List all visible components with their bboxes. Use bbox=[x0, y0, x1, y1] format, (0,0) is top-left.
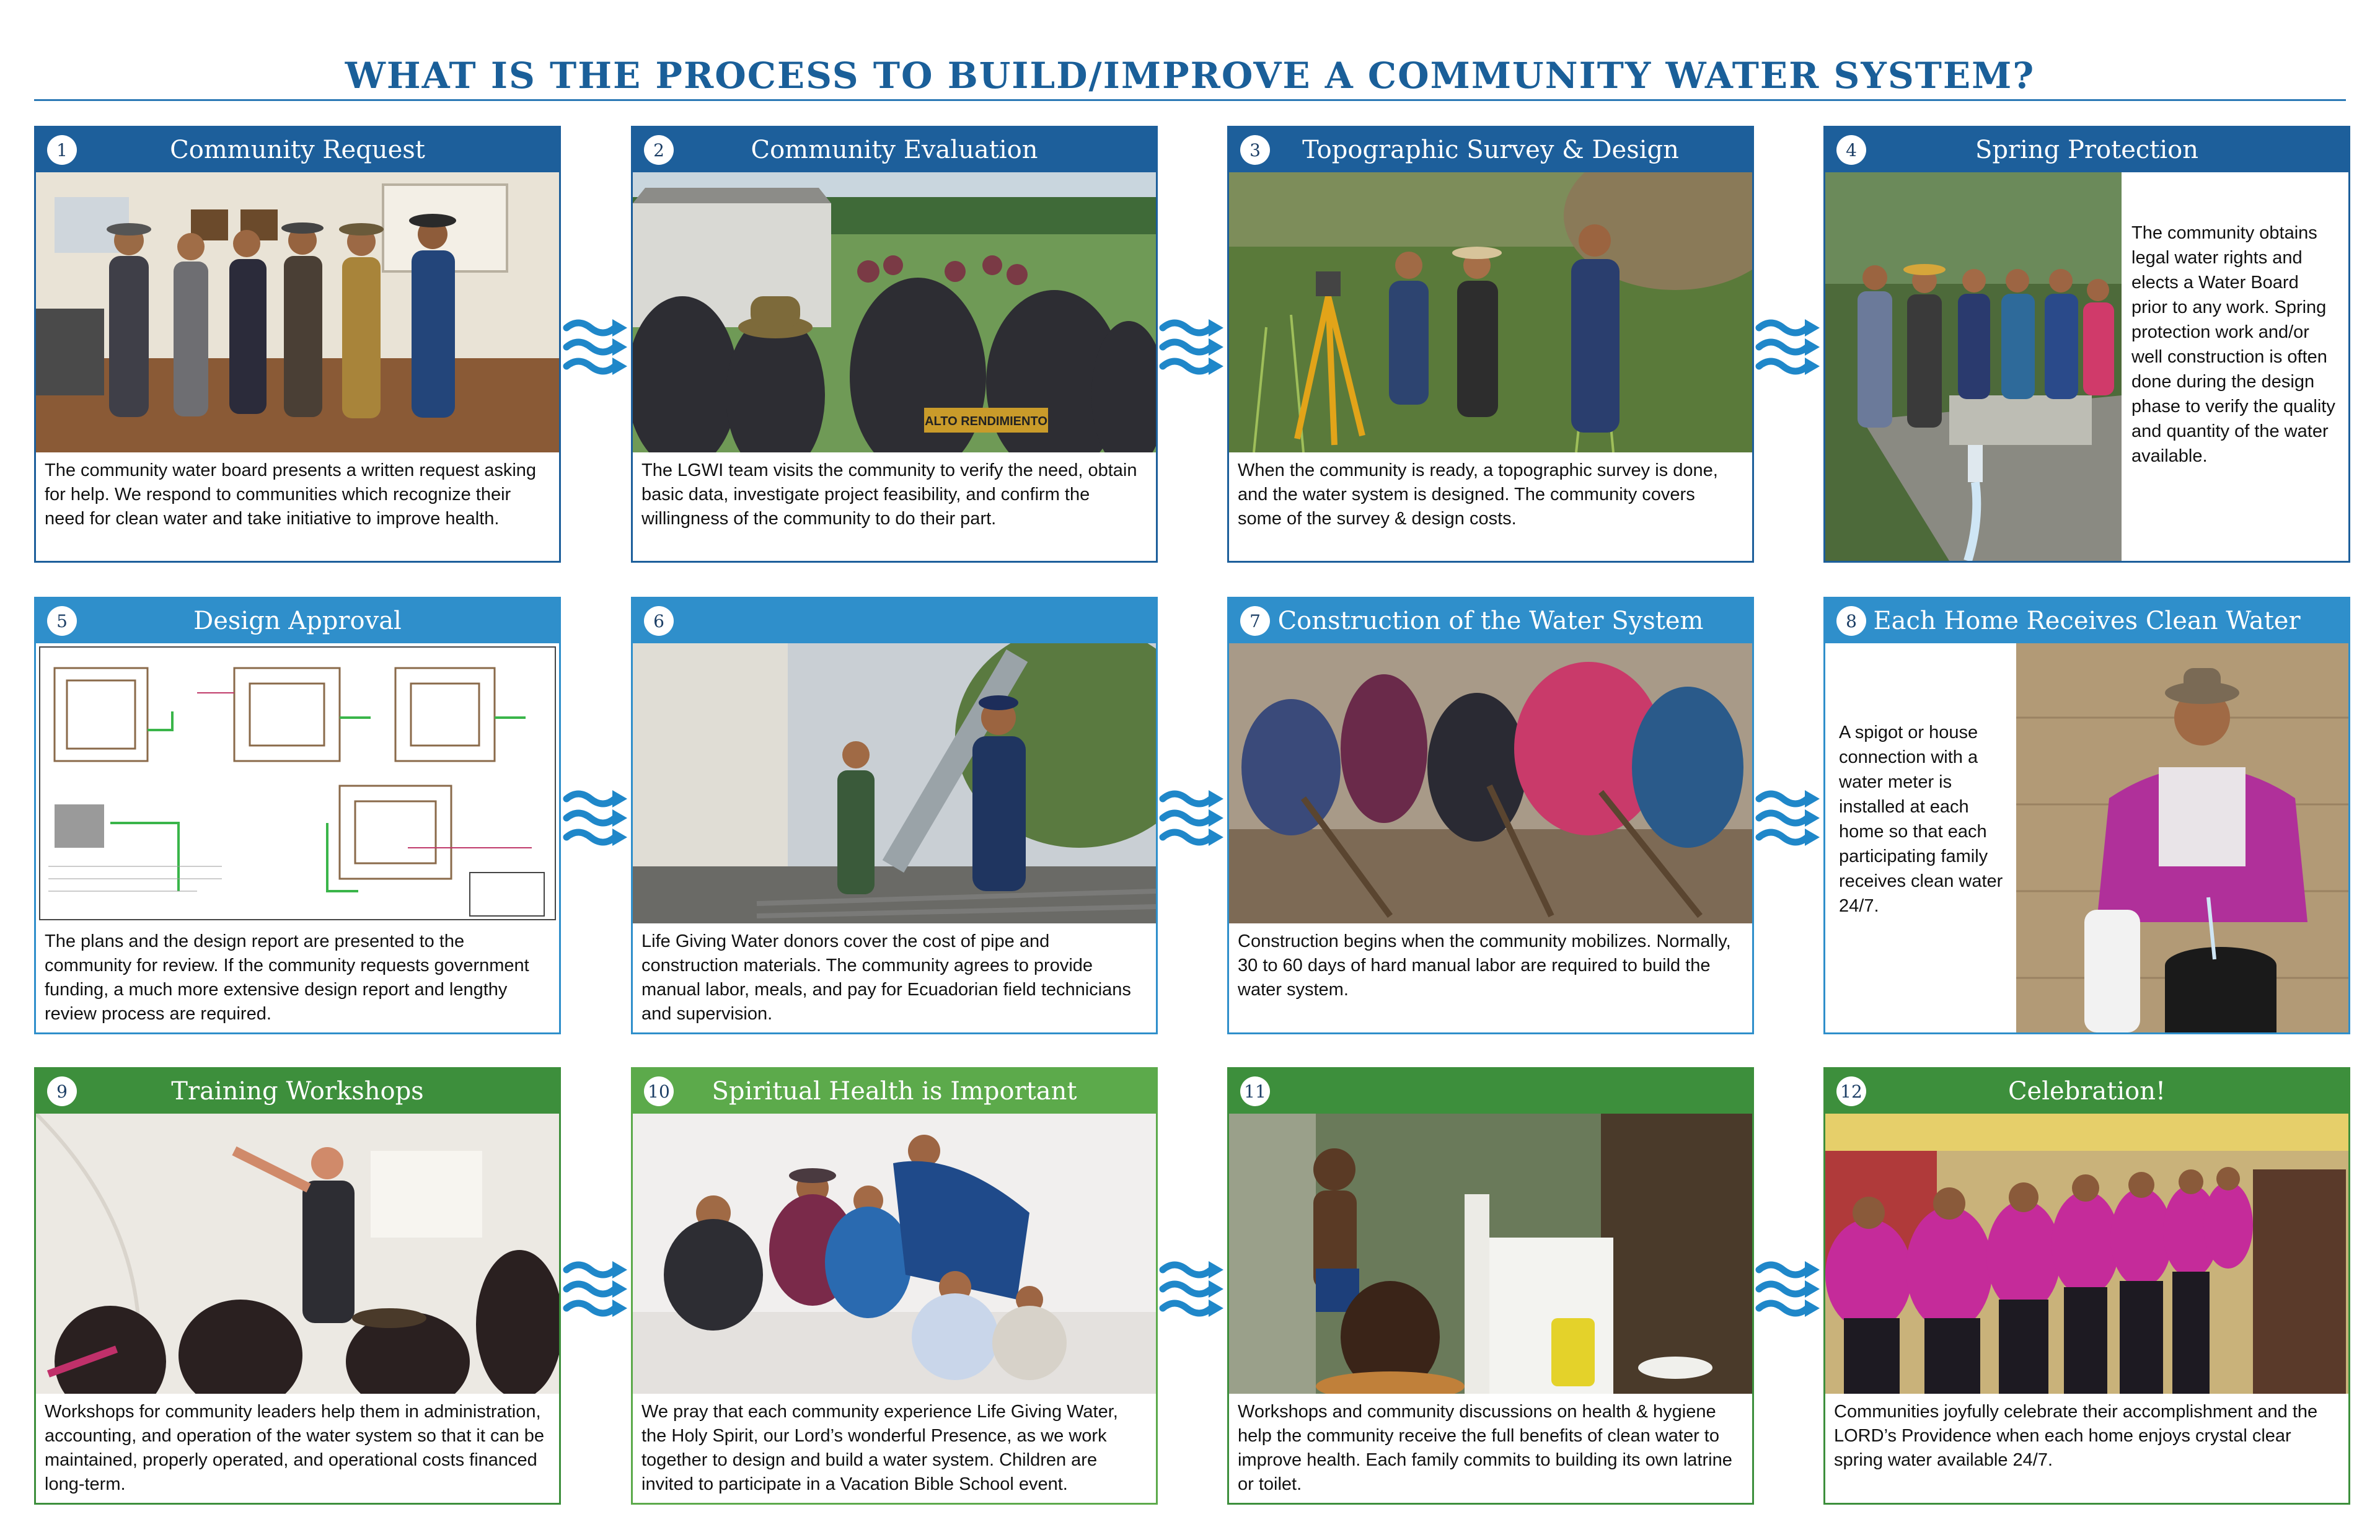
arrow-icon bbox=[1755, 313, 1823, 381]
step-header bbox=[36, 128, 559, 172]
jacket-print: ALTO RENDIMIENTO bbox=[925, 415, 1047, 428]
step-description: Construction begins when the community mobilizes. Normally, 30 to 60 days of hard manual labor are required to build the water system. bbox=[1238, 931, 1731, 1000]
step-header bbox=[633, 128, 1156, 172]
step-description: The community obtains legal water rights and elects a Water Board prior to any work. Spring protection work and/or well construction is often done during the design phase to verify the quality and quantity of the water available. bbox=[2131, 223, 2335, 466]
step-header bbox=[633, 1069, 1156, 1114]
step-number: 8 bbox=[1836, 606, 1866, 636]
step-description: A spigot or house connection with a water meter is installed at each home so that each participating family receives clean water 24/7. bbox=[1839, 723, 2003, 916]
arrow-icon bbox=[1755, 784, 1823, 852]
title-divider bbox=[34, 99, 2346, 101]
step-card-7 bbox=[1227, 597, 1754, 1034]
step-card-4 bbox=[1823, 126, 2350, 563]
step-description: The plans and the design report are presented to the community for review. If the community requests government funding, a much more extensive design report and lengthy review process are required. bbox=[45, 931, 529, 1024]
step-header bbox=[1825, 599, 2348, 643]
step-card-8 bbox=[1823, 597, 2350, 1034]
arrow-icon bbox=[563, 784, 631, 852]
step-title: Celebration! bbox=[2008, 1077, 2166, 1106]
step-card-9 bbox=[34, 1067, 561, 1505]
step-number: 1 bbox=[47, 135, 77, 165]
step-title: Topographic Survey & Design bbox=[1302, 136, 1679, 164]
step-card-10 bbox=[631, 1067, 1158, 1505]
trench-digging-photo bbox=[1229, 643, 1752, 923]
step-header bbox=[1229, 599, 1752, 643]
bible-school-photo bbox=[633, 1114, 1156, 1394]
arrow-icon bbox=[1159, 313, 1227, 381]
arrow-icon bbox=[1159, 1255, 1227, 1323]
step-card-2 bbox=[631, 126, 1158, 563]
step-title: Each Home Receives Clean Water bbox=[1873, 607, 2301, 635]
step-number: 7 bbox=[1240, 606, 1270, 636]
step-description: Life Giving Water donors cover the cost of pipe and construction materials. The community agrees to provide manual labor, meals, and pay for Ecuadorian field technicians and supervision. bbox=[641, 931, 1131, 1024]
step-title: Spring Protection bbox=[1975, 136, 2198, 164]
step-description: Communities joyfully celebrate their accomplishment and the LORD’s Providence when each home enjoys crystal clear spring water available 24/7. bbox=[1834, 1402, 2318, 1470]
step-title: Spiritual Health is Important bbox=[712, 1077, 1077, 1106]
step-number: 12 bbox=[1836, 1076, 1866, 1106]
step-description: The community water board presents a written request asking for help. We respond to communities which recognize their need for clean water and take initiative to improve health. bbox=[45, 460, 537, 529]
step-card-5 bbox=[34, 597, 561, 1034]
step-card-3 bbox=[1227, 126, 1754, 563]
step-number: 5 bbox=[47, 606, 77, 636]
step-number: 6 bbox=[644, 606, 674, 636]
step-title: Community Request bbox=[170, 136, 425, 164]
step-description: Workshops and community discussions on health & hygiene help the community receive the full benefits of clean water to improve health. Each family commits to building its own latrine or toilet. bbox=[1238, 1402, 1732, 1494]
survey-tripod-photo bbox=[1229, 172, 1752, 452]
step-header bbox=[1229, 128, 1752, 172]
step-number: 4 bbox=[1836, 135, 1866, 165]
step-number: 3 bbox=[1240, 135, 1270, 165]
workshop-photo bbox=[36, 1114, 559, 1394]
step-header bbox=[1825, 1069, 2348, 1114]
celebration-choir-photo bbox=[1825, 1114, 2348, 1394]
step-number: 10 bbox=[644, 1076, 674, 1106]
step-description: Workshops for community leaders help them in administration, accounting, and operation of the water system so that it can be maintained, properly operated, and operational costs financed long-term. bbox=[45, 1402, 545, 1494]
step-title: Construction of the Water System bbox=[1277, 607, 1704, 635]
step-number: 11 bbox=[1240, 1076, 1270, 1106]
step-card-1 bbox=[34, 126, 561, 563]
step-header bbox=[36, 599, 559, 643]
step-description: The LGWI team visits the community to verify the need, obtain basic data, investigate project feasibility, and confirm the willingness of the community to do their part. bbox=[641, 460, 1137, 529]
arrow-icon bbox=[1755, 1255, 1823, 1323]
step-card-11 bbox=[1227, 1067, 1754, 1505]
design-plans-drawing bbox=[36, 643, 559, 923]
step-header bbox=[633, 599, 1156, 643]
page-title: WHAT IS THE PROCESS TO BUILD/IMPROVE A COMMUNITY WATER SYSTEM? bbox=[345, 55, 2035, 97]
spring-box-photo bbox=[1825, 172, 2122, 561]
step-header bbox=[1825, 128, 2348, 172]
community-meeting-photo bbox=[36, 172, 559, 452]
home-spigot-photo bbox=[2016, 643, 2348, 1032]
step-description: When the community is ready, a topographic survey is done, and the water system is designed. The community covers some of the survey & design costs. bbox=[1238, 460, 1718, 529]
arrow-icon bbox=[1159, 784, 1227, 852]
step-number: 2 bbox=[644, 135, 674, 165]
pipe-carrying-photo bbox=[633, 643, 1156, 923]
step-header bbox=[36, 1069, 559, 1114]
child-bathing-photo bbox=[1229, 1114, 1752, 1394]
step-title: Design Approval bbox=[193, 607, 402, 635]
step-card-6 bbox=[631, 597, 1158, 1034]
step-title: Training Workshops bbox=[171, 1077, 424, 1106]
step-number: 9 bbox=[47, 1076, 77, 1106]
step-card-12 bbox=[1823, 1067, 2350, 1505]
step-title: Community Evaluation bbox=[751, 136, 1038, 164]
arrow-icon bbox=[563, 1255, 631, 1323]
community-gathering-photo bbox=[633, 172, 1156, 452]
step-description: We pray that each community experience Life Giving Water, the Holy Spirit, our Lord’s wonderful Presence, as we work together to design and build a water system. Children are invited to participate in a Vacation Bible School event. bbox=[641, 1402, 1118, 1494]
arrow-icon bbox=[563, 313, 631, 381]
step-header bbox=[1229, 1069, 1752, 1114]
